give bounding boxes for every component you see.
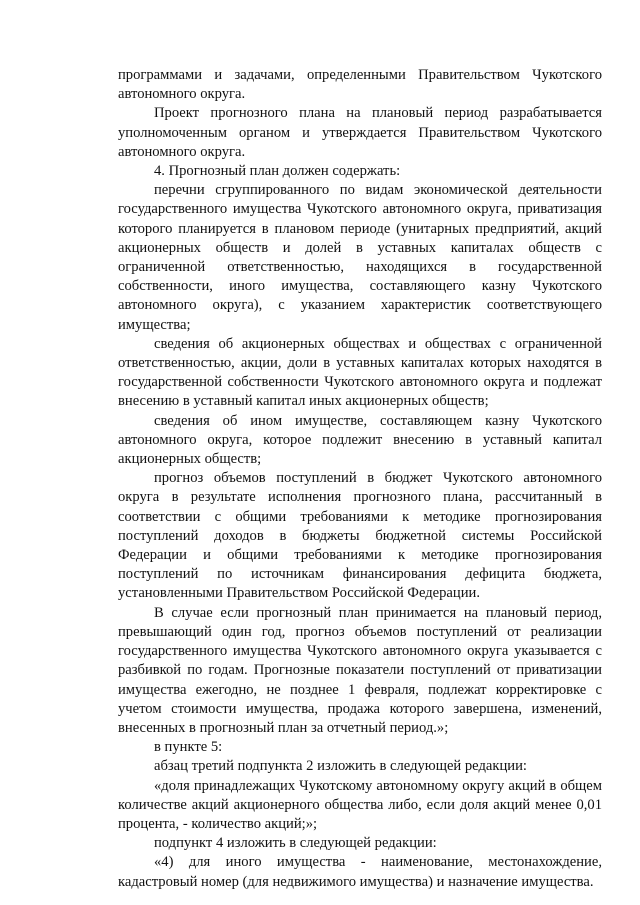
document-body <box>118 66 602 892</box>
paragraph-item-5: в пункте 5: <box>154 739 223 756</box>
paragraph-item-4-heading: 4. Прогнозный план должен содержать: <box>154 163 401 180</box>
paragraph-multi-year-plan: В случае если прогнозный план принимается на плановый период, превышающий один год, прогноз объемов поступлений от реализации государственного имущества Чукотского автономного округа указывается с разбивкой по годам. Прогнозные показатели поступлений от приватизации имущества ежегодно, не позднее 1 февраля, подлежат корректировке с учетом стоимости имущества, продажа которого завершена, изменений, внесенных в прогнозный план за отчетный период.»; <box>118 604 602 736</box>
paragraph-project-plan: Проект прогнозного плана на плановый период разрабатывается уполномоченным органом и утверждается Правительством Чукотского автономного округа. <box>118 105 602 160</box>
paragraph-other-property: сведения об ином имуществе, составляющем казну Чукотского автономного округа, которое подлежит внесению в уставный капитал акционерных обществ; <box>118 412 602 468</box>
paragraph-revenue-forecast: прогноз объемов поступлений в бюджет Чукотского автономного округа в результате исполнения прогнозного плана, рассчитанный в соответствии с общими требованиями к методике прогнозирования поступлений доходов в бюджеты бюджетной системы Российской Федерации и общими требованиями к методике прогнозирования поступлений по источникам финансирования дефицита бюджета, установленными Правительством Российской Федерации. <box>118 470 602 602</box>
paragraph-other-property-quote: «4) для иного имущества - наименование, местонахождение, кадастровый номер (для недвижимого имущества) и назначение имущества. <box>118 854 602 890</box>
paragraph-continuation: программами и задачами, определенными Правительством Чукотского автономного округа. <box>118 67 602 103</box>
paragraph-property-lists: перечни сгруппированного по видам экономической деятельности государственного имущества Чукотского автономного округа, приватизация которого планируется в плановом периоде (унитарных предприятий, акций акционерных обществ и долей в уставных капиталах обществ с ограниченной ответственностью, находящихся в государственной собственности, иного имущества, составляющего казну Чукотского автономного округа), с указанием характеристик соответствующего имущества; <box>118 182 602 333</box>
paragraph-subitem-4-instruction: подпункт 4 изложить в следующей редакции: <box>154 835 437 852</box>
paragraph-joint-stock-info: сведения об акционерных обществах и обществах с ограниченной ответственностью, акции, доли в уставных капиталах которых находятся в государственной собственности Чукотского автономного округа и подлежат внесению в уставный капитал иных акционерных обществ; <box>118 335 602 410</box>
paragraph-subitem-2-instruction: абзац третий подпункта 2 изложить в следующей редакции: <box>154 758 527 775</box>
paragraph-share-quote: «доля принадлежащих Чукотскому автономному округу акций в общем количестве акций акционерного общества либо, если доля акций менее 0,01 процента, - количество акций;»; <box>118 777 602 832</box>
